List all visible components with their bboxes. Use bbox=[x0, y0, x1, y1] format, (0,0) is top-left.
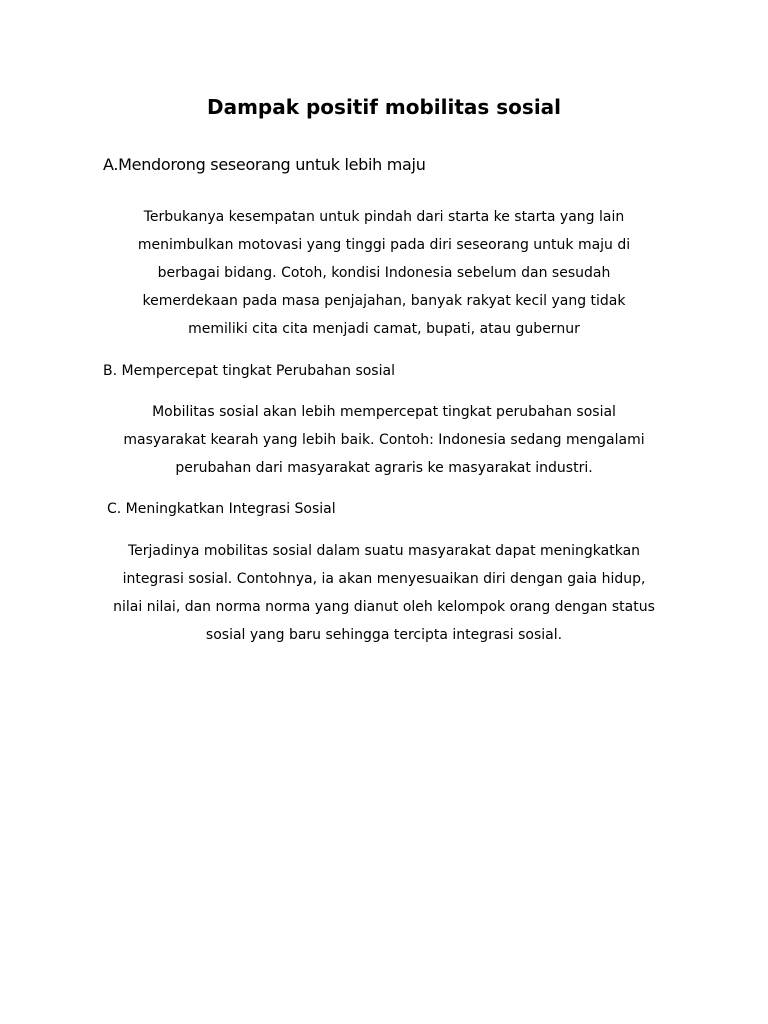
section-heading-a: A.Mendorong seseorang untuk lebih maju bbox=[103, 155, 426, 174]
paragraph-line: menimbulkan motovasi yang tinggi pada diri seseorang untuk maju di bbox=[137, 237, 631, 253]
paragraph-line: memiliki cita cita menjadi camat, bupati, atau gubernur bbox=[188, 321, 580, 337]
document-title: Dampak positif mobilitas sosial bbox=[206, 95, 562, 119]
paragraph-line: Terjadinya mobilitas sosial dalam suatu masyarakat dapat meningkatkan bbox=[127, 543, 641, 559]
paragraph-line: sosial yang baru sehingga tercipta integrasi sosial. bbox=[205, 627, 563, 643]
paragraph-line: perubahan dari masyarakat agraris ke masyarakat industri. bbox=[175, 460, 593, 476]
paragraph-line: berbagai bidang. Cotoh, kondisi Indonesia sebelum dan sesudah bbox=[157, 265, 611, 281]
section-heading-b: B. Mempercepat tingkat Perubahan sosial bbox=[103, 363, 395, 379]
paragraph-line: Terbukanya kesempatan untuk pindah dari starta ke starta yang lain bbox=[143, 209, 625, 225]
paragraph-line: nilai nilai, dan norma norma yang dianut oleh kelompok orang dengan status bbox=[113, 599, 655, 615]
section-paragraph-a bbox=[64, 203, 704, 343]
section-heading-c: C. Meningkatkan Integrasi Sosial bbox=[107, 501, 336, 517]
section-paragraph-c bbox=[54, 537, 714, 649]
section-paragraph-b bbox=[64, 398, 704, 482]
paragraph-line: Mobilitas sosial akan lebih mempercepat tingkat perubahan sosial bbox=[152, 404, 616, 420]
paragraph-line: masyarakat kearah yang lebih baik. Contoh: Indonesia sedang mengalami bbox=[123, 432, 645, 448]
paragraph-line: integrasi sosial. Contohnya, ia akan menyesuaikan diri dengan gaia hidup, bbox=[122, 571, 646, 587]
paragraph-line: kemerdekaan pada masa penjajahan, banyak rakyat kecil yang tidak bbox=[142, 293, 626, 309]
